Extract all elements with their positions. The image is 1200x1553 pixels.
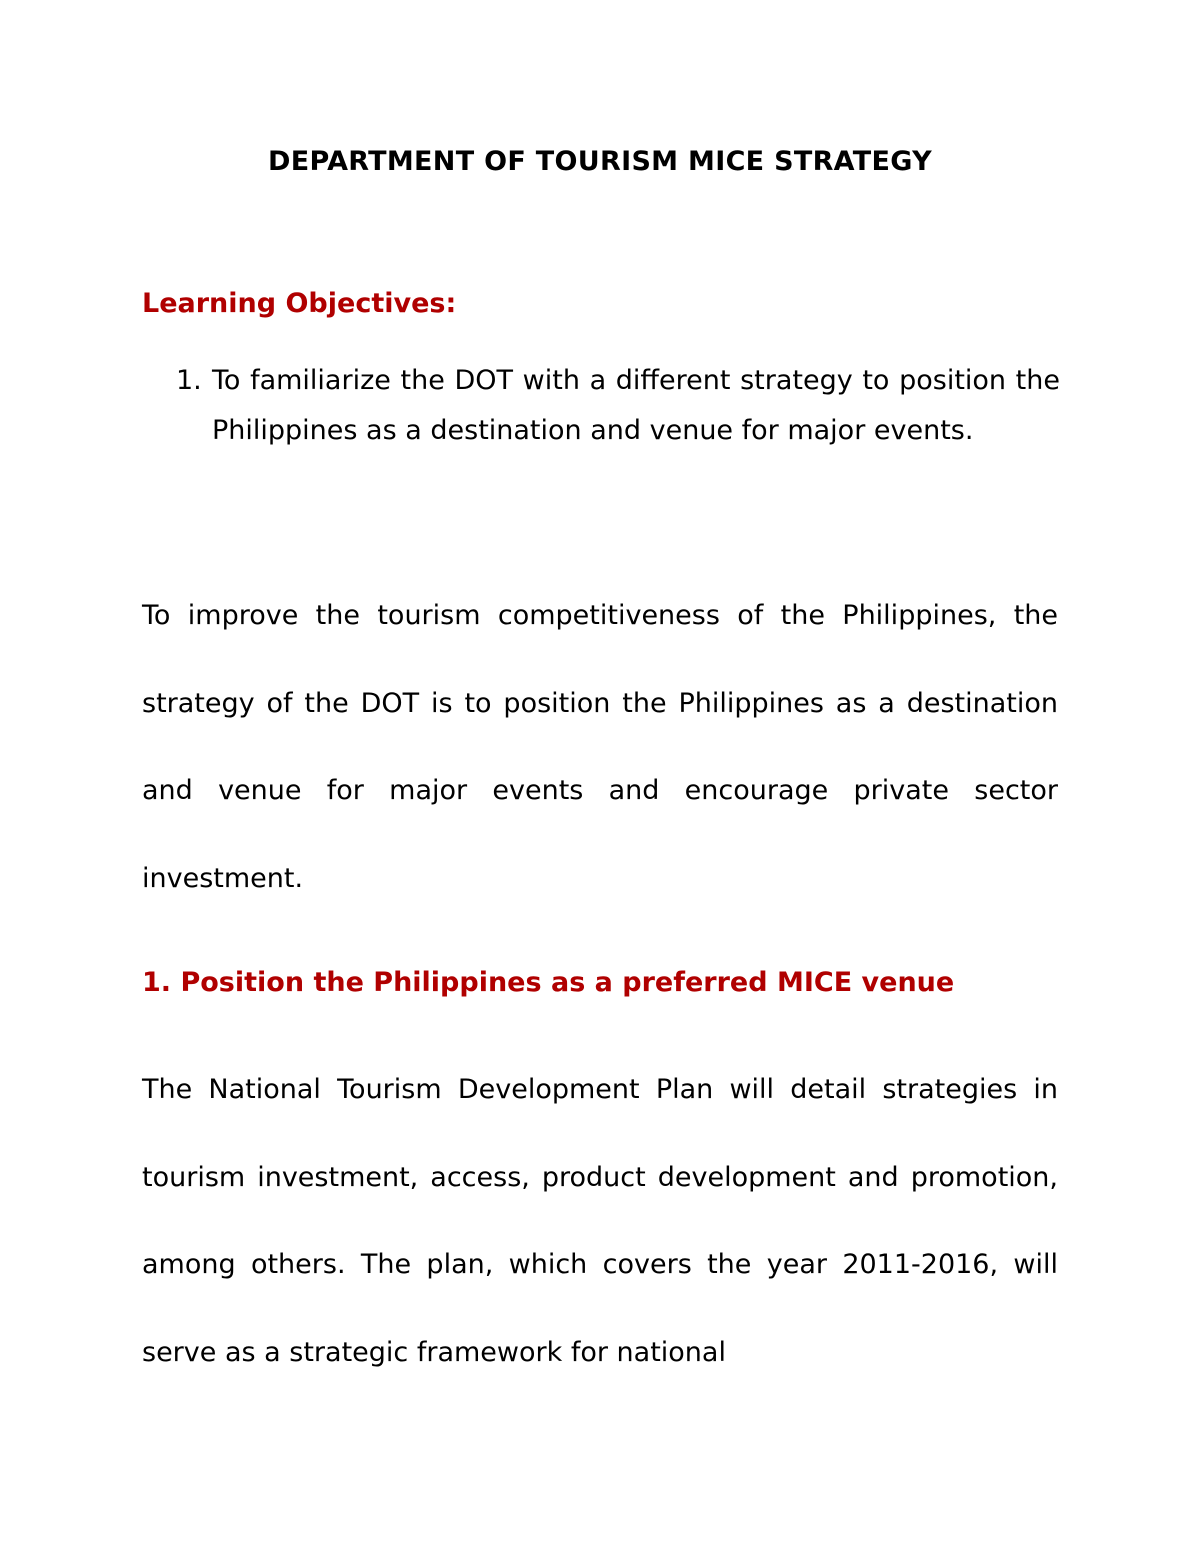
section-1-heading: 1. Position the Philippines as a preferred MICE venue xyxy=(142,967,955,998)
intro-paragraph: To improve the tourism competitiveness of the Philippines, the strategy of the DOT is to position the Philippines as a destination and venue for major events and encourage private sector investment. xyxy=(142,600,1058,894)
objectives-list xyxy=(142,356,1060,456)
objective-item xyxy=(142,356,1060,456)
objective-number: 1. xyxy=(176,365,202,396)
document-title: DEPARTMENT OF TOURISM MICE STRATEGY xyxy=(268,146,932,177)
section-1-paragraph: The National Tourism Development Plan will detail strategies in tourism investment, access, product development and promotion, among others. The plan, which covers the year 2011-2016, will serve as a strategic framework for national xyxy=(142,1074,1058,1368)
objective-text: To familiarize the DOT with a different strategy to position the Philippines as a destination and venue for major events. xyxy=(212,365,1060,446)
learning-objectives-heading: Learning Objectives: xyxy=(142,288,457,319)
